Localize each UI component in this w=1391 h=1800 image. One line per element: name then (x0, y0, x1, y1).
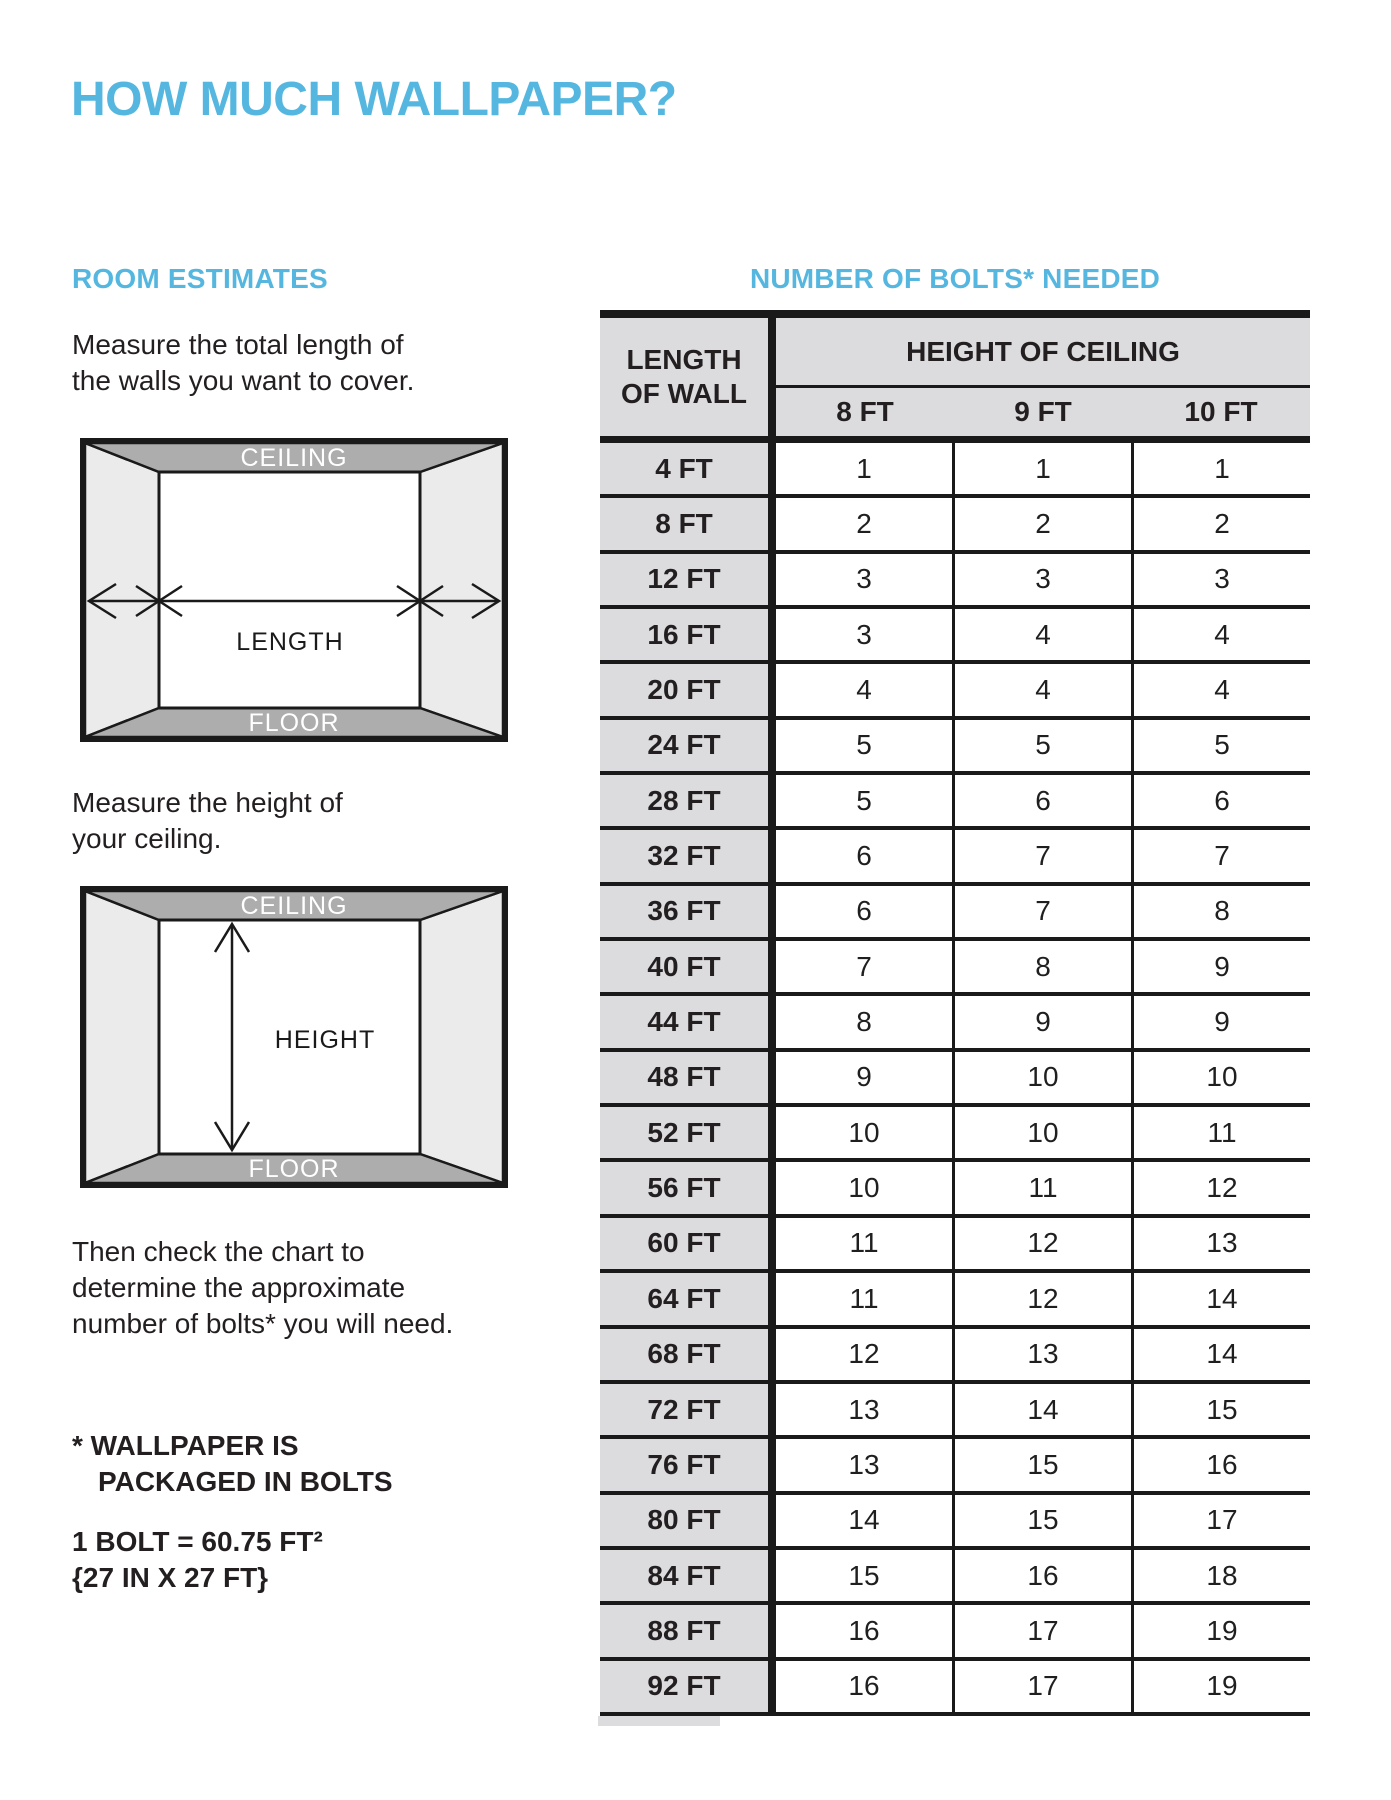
room-estimates-heading: ROOM ESTIMATES (72, 263, 328, 294)
paragraph-line: Measure the height of (72, 787, 343, 818)
bolt-count-cell: 6 (1134, 775, 1310, 826)
height-label: HEIGHT (274, 1026, 376, 1054)
bolt-count-cell: 12 (955, 1218, 1134, 1269)
paragraph-line: number of bolts* you will need. (72, 1308, 454, 1339)
bolt-count-cell: 5 (776, 720, 955, 771)
bolt-count-cell: 16 (776, 1661, 955, 1712)
wall-length-cell: 72 FT (600, 1384, 776, 1435)
table-row (600, 1162, 1310, 1217)
bolt-count-cell: 17 (1134, 1495, 1310, 1546)
col-header-10ft: 10 FT (1184, 396, 1258, 427)
bolt-count-cell: 4 (955, 609, 1134, 660)
table-row (600, 1550, 1310, 1605)
wall-length-cell: 12 FT (600, 554, 776, 605)
wall-length-cell: 60 FT (600, 1218, 776, 1269)
bolt-count-cell: 5 (776, 775, 955, 826)
table-row (600, 498, 1310, 553)
right-wall (420, 891, 503, 1183)
bolt-count-cell: 4 (1134, 664, 1310, 715)
bolt-count-cell: 9 (955, 996, 1134, 1047)
room-length-diagram (80, 438, 508, 742)
bolt-count-cell: 18 (1134, 1550, 1310, 1601)
bolt-count-cell: 13 (776, 1384, 955, 1435)
bolt-count-cell: 16 (955, 1550, 1134, 1601)
bolt-count-cell: 9 (1134, 996, 1310, 1047)
measure-length-paragraph (72, 327, 414, 399)
table-row (600, 664, 1310, 719)
bolt-count-cell: 10 (1134, 1052, 1310, 1103)
check-chart-paragraph (72, 1234, 453, 1342)
bolt-count-cell: 3 (955, 554, 1134, 605)
table-row (600, 941, 1310, 996)
bolt-count-cell: 4 (776, 664, 955, 715)
wall-length-cell: 20 FT (600, 664, 776, 715)
paragraph-line: your ceiling. (72, 823, 222, 854)
table-header (600, 318, 1310, 443)
bolt-count-cell: 15 (1134, 1384, 1310, 1435)
bolt-count-cell: 10 (776, 1162, 955, 1213)
table-row (600, 443, 1310, 498)
measure-height-paragraph (72, 785, 343, 857)
bolt-count-cell: 4 (955, 664, 1134, 715)
bolt-count-cell: 15 (776, 1550, 955, 1601)
wall-length-cell: 28 FT (600, 775, 776, 826)
bolt-count-cell: 13 (1134, 1218, 1310, 1269)
bolt-count-cell: 19 (1134, 1605, 1310, 1656)
bolt-count-cell: 3 (1134, 554, 1310, 605)
bolt-size-info (72, 1524, 323, 1596)
right-wall (420, 443, 503, 737)
footnote-line: PACKAGED IN BOLTS (98, 1466, 393, 1497)
wall-length-cell: 88 FT (600, 1605, 776, 1656)
left-wall (85, 891, 159, 1183)
bolt-count-cell: 10 (776, 1107, 955, 1158)
ceiling-label: CEILING (240, 892, 348, 920)
bolt-count-cell: 4 (1134, 609, 1310, 660)
bolt-dimensions: {27 IN X 27 FT} (72, 1562, 269, 1593)
header-line: OF WALL (621, 378, 747, 409)
wall-length-cell: 56 FT (600, 1162, 776, 1213)
paragraph-line: Measure the total length of (72, 329, 404, 360)
table-row (600, 830, 1310, 885)
wall-length-cell: 48 FT (600, 1052, 776, 1103)
bolt-count-cell: 6 (776, 886, 955, 937)
table-row (600, 1439, 1310, 1494)
bolt-equation: 1 BOLT = 60.75 FT² (72, 1526, 323, 1557)
wall-length-cell: 92 FT (600, 1661, 776, 1712)
col-header-9ft: 9 FT (1014, 396, 1072, 427)
bolt-count-cell: 7 (955, 886, 1134, 937)
bolt-count-cell: 1 (776, 443, 955, 494)
bolt-count-cell: 11 (776, 1273, 955, 1324)
bolt-count-cell: 7 (776, 941, 955, 992)
bolt-count-cell: 3 (776, 554, 955, 605)
table-row (600, 554, 1310, 609)
bolt-count-cell: 11 (955, 1162, 1134, 1213)
bolt-count-cell: 10 (955, 1107, 1134, 1158)
bolt-count-cell: 14 (776, 1495, 955, 1546)
bolt-count-cell: 11 (1134, 1107, 1310, 1158)
bolt-count-cell: 12 (776, 1329, 955, 1380)
wall-length-cell: 84 FT (600, 1550, 776, 1601)
wall-length-cell: 64 FT (600, 1273, 776, 1324)
bolt-count-cell: 19 (1134, 1661, 1310, 1712)
bolt-count-cell: 8 (1134, 886, 1310, 937)
paragraph-line: determine the approximate (72, 1272, 406, 1303)
wall-length-cell: 16 FT (600, 609, 776, 660)
wall-length-cell: 4 FT (600, 443, 776, 494)
table-row (600, 609, 1310, 664)
bolt-count-cell: 7 (955, 830, 1134, 881)
bolt-count-cell: 13 (955, 1329, 1134, 1380)
bolt-count-cell: 2 (1134, 498, 1310, 549)
bolt-count-cell: 2 (955, 498, 1134, 549)
wall-length-cell: 44 FT (600, 996, 776, 1047)
wall-length-cell: 76 FT (600, 1439, 776, 1490)
bolt-count-cell: 12 (1134, 1162, 1310, 1213)
bolt-count-cell: 6 (955, 775, 1134, 826)
bolt-count-cell: 8 (776, 996, 955, 1047)
wall-length-cell: 24 FT (600, 720, 776, 771)
wall-length-cell: 36 FT (600, 886, 776, 937)
table-row (600, 886, 1310, 941)
table-row (600, 1218, 1310, 1273)
table-row (600, 1661, 1310, 1716)
bolt-count-cell: 16 (1134, 1439, 1310, 1490)
floor-label: FLOOR (248, 1155, 340, 1183)
bolts-table (600, 310, 1310, 1716)
length-of-wall-header (600, 318, 776, 436)
bolt-count-cell: 17 (955, 1661, 1134, 1712)
bolt-count-cell: 15 (955, 1439, 1134, 1490)
wall-length-cell: 8 FT (600, 498, 776, 549)
header-line: LENGTH (626, 344, 742, 375)
bolts-needed-heading: NUMBER OF BOLTS* NEEDED (749, 263, 1161, 294)
ceiling-height-columns (776, 388, 1310, 436)
table-row (600, 1329, 1310, 1384)
table-footer-strip (598, 1716, 720, 1726)
bolt-count-cell: 9 (1134, 941, 1310, 992)
bolt-count-cell: 16 (776, 1605, 955, 1656)
bolt-count-cell: 13 (776, 1439, 955, 1490)
wall-length-cell: 40 FT (600, 941, 776, 992)
footnote-line: * WALLPAPER IS (72, 1430, 299, 1461)
bolt-count-cell: 15 (955, 1495, 1134, 1546)
table-row (600, 1605, 1310, 1660)
table-row (600, 775, 1310, 830)
bolt-count-cell: 12 (955, 1273, 1134, 1324)
left-wall (85, 443, 159, 737)
bolt-count-cell: 14 (1134, 1273, 1310, 1324)
wall-length-cell: 52 FT (600, 1107, 776, 1158)
paragraph-line: Then check the chart to (72, 1236, 365, 1267)
table-row (600, 1495, 1310, 1550)
table-row (600, 1384, 1310, 1439)
page-title: HOW MUCH WALLPAPER? (71, 73, 677, 126)
bolt-count-cell: 2 (776, 498, 955, 549)
bolt-count-cell: 9 (776, 1052, 955, 1103)
bolt-count-cell: 3 (776, 609, 955, 660)
length-label: LENGTH (236, 628, 344, 656)
bolt-count-cell: 8 (955, 941, 1134, 992)
table-row (600, 1107, 1310, 1162)
bolt-count-cell: 10 (955, 1052, 1134, 1103)
wall-length-cell: 80 FT (600, 1495, 776, 1546)
bolt-count-cell: 7 (1134, 830, 1310, 881)
table-row (600, 1273, 1310, 1328)
room-height-diagram (80, 886, 508, 1188)
bolt-count-cell: 14 (955, 1384, 1134, 1435)
bolt-count-cell: 17 (955, 1605, 1134, 1656)
bolt-count-cell: 11 (776, 1218, 955, 1269)
table-row (600, 720, 1310, 775)
floor-label: FLOOR (248, 709, 340, 737)
ceiling-label: CEILING (240, 444, 348, 472)
table-row (600, 1052, 1310, 1107)
table-body (600, 443, 1310, 1716)
wallpaper-bolts-footnote (72, 1428, 393, 1500)
table-row (600, 996, 1310, 1051)
bolt-count-cell: 14 (1134, 1329, 1310, 1380)
bolt-count-cell: 6 (776, 830, 955, 881)
bolt-count-cell: 5 (1134, 720, 1310, 771)
wall-length-cell: 68 FT (600, 1329, 776, 1380)
paragraph-line: the walls you want to cover. (72, 365, 415, 396)
bolt-count-cell: 5 (955, 720, 1134, 771)
wall-length-cell: 32 FT (600, 830, 776, 881)
bolt-count-cell: 1 (1134, 443, 1310, 494)
height-of-ceiling-header: HEIGHT OF CEILING (776, 318, 1310, 388)
col-header-8ft: 8 FT (836, 396, 894, 427)
bolt-count-cell: 1 (955, 443, 1134, 494)
